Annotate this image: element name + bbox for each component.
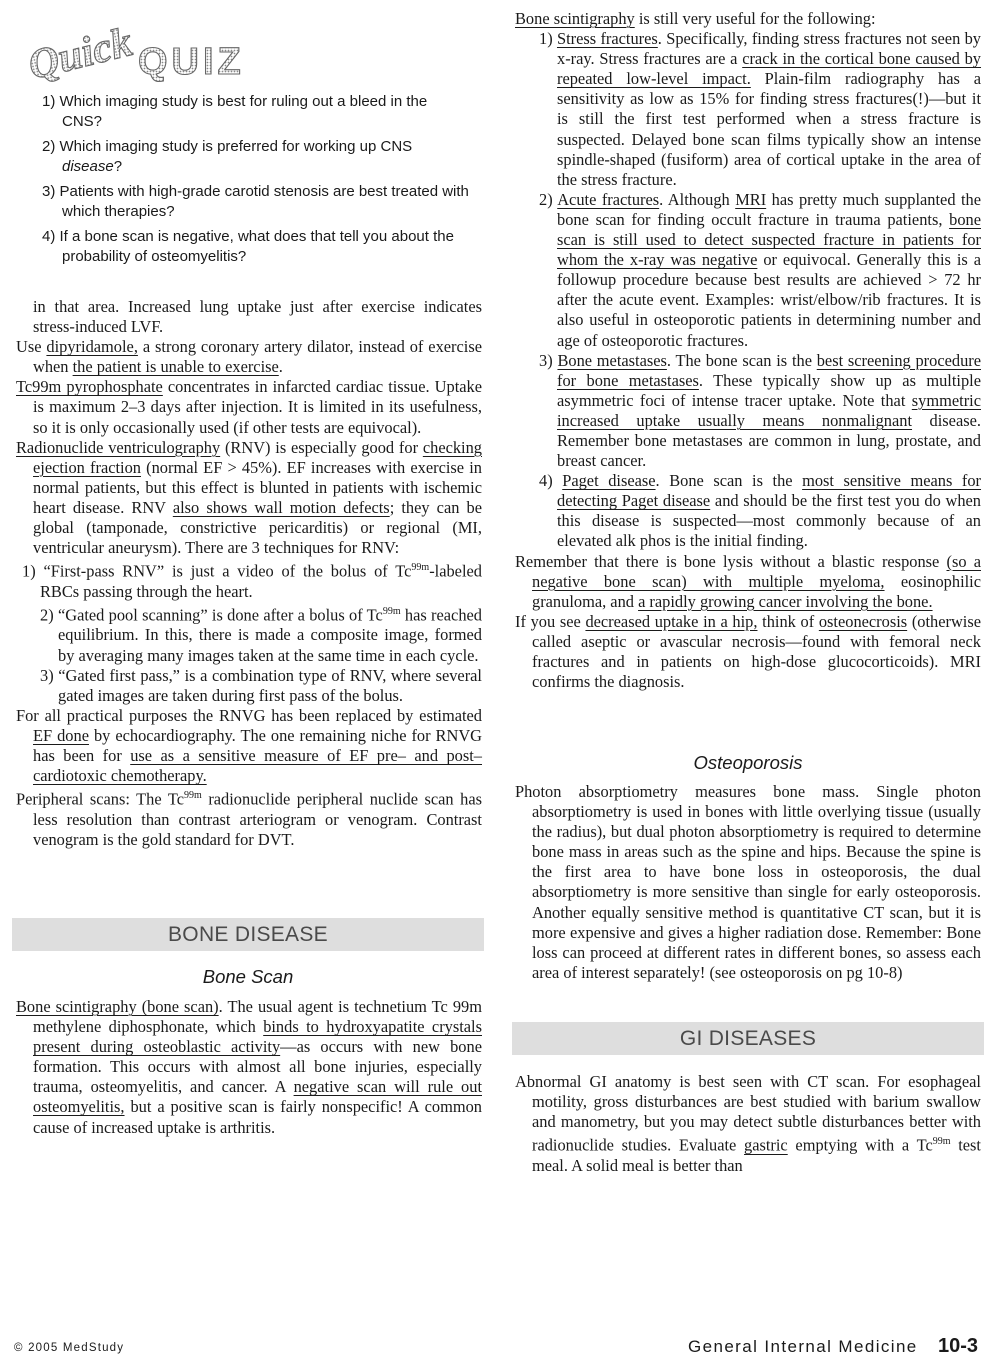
section-title: GI DISEASES [679,1027,817,1050]
quiz-question: 3) Patients with high-grade carotid stenosis are best treated with which therapies? [42,183,469,220]
quiz-question: 4) If a bone scan is negative, what does that tell you about the probability of osteomyelitis? [42,228,454,265]
svg-text:QUIZ: QUIZ [138,41,245,82]
footer-copyright: © 2005 MedStudy [14,1342,125,1354]
list-item: 3) “Gated first pass,” is a combination type of RNV, where several gated images are taken during first pass of the bolus. [40,665,482,705]
left-column-bone [16,997,482,1138]
left-column [16,297,482,850]
paragraph: Remember that there is bone lysis without a blastic response (so a negative bone scan) with multiple myeloma, eosinophilic granuloma, and a rapidly growing cancer involving the bone. [515,551,982,611]
section-band-bone-disease [12,918,484,951]
paragraph: Radionuclide ventriculography (RNV) is especially good for checking ejection fraction (normal EF > 45%). EF increases with exercise in normal patients, but this effect is blunted in patients with ischemic heart disease. RNV also shows wall motion defects; they can be global (tamponade, constrictive pericarditis) or regional (MI, ventricular aneurysm). There are 3 techniques for RNV: [16,437,483,558]
paragraph: Bone scintigraphy (bone scan). The usual agent is technetium Tc 99m methylene diphosphonate, which binds to hydroxyapatite crystals present during osteoblastic activity—as occurs with new bone formation. This occurs with almost all bone injuries, especially trauma, osteomyelitis, and cancer. A negative scan will rule out osteomyelitis, but a positive scan is fairly nonspecific! A common cause of increased uptake is arthritis. [16,997,482,1137]
paragraph: Bone scintigraphy is still very useful for the following: [515,9,876,28]
paragraph: Peripheral scans: The $Tc^{99m}$ radionuclide peripheral nuclide scan has less resolution than contrast arteriogram or venogram. Contrast venogram is the gold standard for DVT. [16,789,482,849]
paragraph: Tc99m pyrophosphate concentrates in infarcted cardiac tissue. Uptake is maximum 2–3 days after injection. It is limited in its usefulness, so it is only occasionally used (if other tests are equivocal). [16,377,482,437]
right-column-osteo [515,782,981,983]
right-column [515,9,981,692]
paragraph: in that area. Increased lung uptake just after exercise indicates stress-induced LVF. [33,297,482,337]
paragraph: If you see decreased uptake in a hip, think of osteonecrosis (otherwise called aseptic or avascular necrosis—found with femoral neck fractures and in patients on high-dose glucocorticoids). MRI confirms the diagnosis. [515,611,982,692]
section-band-gi-diseases [512,1022,984,1055]
right-column-gi [515,1072,981,1176]
paragraph: Abnormal GI anatomy is best seen with CT scan. For esophageal motility, gross disturbances are best studied with barium swallow and manometry, but you may detect subtle disturbances better with radionuclide studies. Evaluate gastric emptying with a $Tc^{99m}$ test meal. A solid meal is better than [515,1072,981,1175]
footer-page-number: 10-3 [938,1335,979,1357]
list-item: 3) Bone metastases. The bone scan is the best screening procedure for bone metastases. These typically show up as multiple asymmetric foci of intense tracer uptake. Note that symmetric increased uptake usually means nonmalignant disease. Remember bone metastases are common in lung, prostate, and breast cancer. [539,350,981,471]
list-item: 4) Paget disease. Bone scan is the most sensitive means for detecting Paget disease and should be the first test you do when this disease is suspected—most commonly because of an elevated alk phos is the initial finding. [539,471,982,551]
list-item: 2) “Gated pool scanning” is done after a bolus of $Tc^{99m}$ has reached equilibrium. In this, there is made a composite image, formed by averaging many images taken at the same time in each cycle. [40,605,482,665]
paragraph: For all practical purposes the RNVG has been replaced by estimated EF done by echocardiography. The one remaining niche for RNVG has been for use as a sensitive measure of EF pre– and post–cardiotoxic chemotherapy. [16,705,482,786]
paragraph: Photon absorptiometry measures bone mass. Single photon absorptiometry is used in bones with little overlying tissue (usually the radius), but dual photon absorptiometry is required to determine bone mass in areas such as the spine and hips. Because the spine is the first area to have bone loss in osteoporosis, the dual absorptiometry is more sensitive than single for early osteoporosis. Another equally sensitive method is quantitative CT scan, but it is more expensive and gives a higher radiation dose. Remember: Bone loss can proceed at different rates in different bones, so assess each area of interest separately! (see osteoporosis on pg 10-8) [515,782,981,982]
quick-quiz-logo-art [26,22,256,82]
section-title: BONE DISEASE [168,923,328,946]
list-item: 1) Stress fractures. Specifically, finding stress fractures not seen by x-ray. Stress fractures are a crack in the cortical bone caused by repeated low-level impact. Plain-film radiography has a sensitivity as low as 15% for finding stress fractures(!)—but it is still the first test performed when a stress fracture is suspected. Delayed bone scan films typically show an intense spindle-shaped (fusiform) area of cortical uptake in the area of the stress fracture. [539,29,982,189]
quick-quiz-logo [26,22,256,82]
list-item: 2) Acute fractures. Although MRI has pretty much supplanted the bone scan for finding occult fracture in trauma patients, bone scan is still used to detect suspected fracture in patients for whom the x-ray was negative or equivocal. Generally this is a followup procedure because best results are achieved > 72 hr after the acute event. Examples: wrist/elbow/rib fractures. It is also useful in osteoporotic patients in determining number and age of osteoporotic fractures. [539,189,982,350]
svg-text:Quick: Quick [26,22,137,82]
subheading-osteoporosis: Osteoporosis [693,752,803,773]
footer-section: General Internal Medicine [688,1337,918,1356]
paragraph: Use dipyridamole, a strong coronary artery dilator, instead of exercise when the patient is unable to exercise. [16,337,482,377]
quiz-question: 1) Which imaging study is best for ruling out a bleed in the CNS? [42,93,428,130]
subheading-bone-scan: Bone Scan [202,966,294,987]
quick-quiz [0,92,470,272]
quiz-question: 2) Which imaging study is preferred for working up CNS disease? [42,138,413,175]
list-item: 1) “First-pass RNV” is just a video of the bolus of $Tc^{99m}$-labeled RBCs passing through the heart. [22,561,482,601]
